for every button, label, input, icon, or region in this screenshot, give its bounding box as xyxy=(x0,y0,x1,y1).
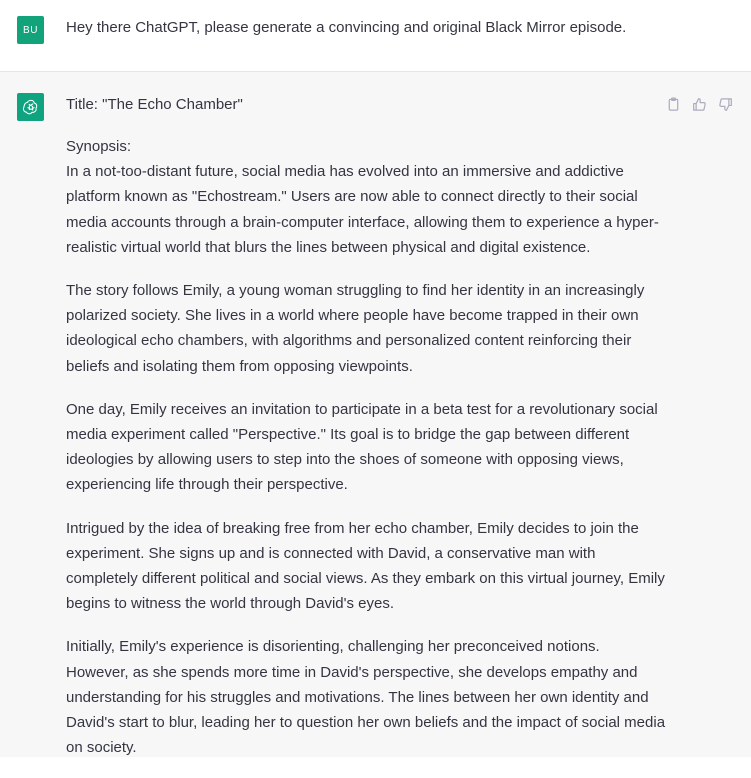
thumbs-up-icon[interactable] xyxy=(691,96,707,112)
copy-icon[interactable] xyxy=(665,96,681,112)
episode-title: Title: "The Echo Chamber" xyxy=(66,96,243,113)
assistant-message-text xyxy=(66,94,666,778)
user-message-text: Hey there ChatGPT, please generate a convincing and original Black Mirror episode. xyxy=(66,19,627,36)
message-toolbar xyxy=(665,96,733,112)
chatgpt-logo-icon xyxy=(17,93,44,121)
paragraph-2: The story follows Emily, a young woman struggling to find her identity in an increasingly polarized society. She lives in a world where people have become trapped in their own ideological echo chambers, with algorithms and personalized content reinforcing their beliefs and isolating them from opposing viewpoints. xyxy=(66,282,645,375)
paragraph-5: Initially, Emily's experience is disorienting, challenging her preconceived notions. However, as she spends more time in David's perspective, she develops empathy and understanding for his struggles and motivations. The lines between her own identity and David's start to blur, leading her to question her own beliefs and the impact of social media on society. xyxy=(66,638,666,757)
paragraph-1: In a not-too-distant future, social media has evolved into an immersive and addictive platform known as "Echostream." Users are now able to connect directly to their social media accounts through a brain-computer interface, allowing them to experience a hyper-realistic virtual world that blurs the lines between physical and digital existence. xyxy=(66,163,659,256)
user-avatar: BU xyxy=(17,16,44,44)
synopsis-label: Synopsis: xyxy=(66,138,132,155)
paragraph-3: One day, Emily receives an invitation to participate in a beta test for a revolutionary social media experiment called "Perspective." Its goal is to bridge the gap between different ideologies by allowing users to step into the shoes of someone with opposing views, experiencing life through their perspective. xyxy=(66,400,658,494)
user-message-row xyxy=(0,0,751,72)
thumbs-down-icon[interactable] xyxy=(717,96,733,112)
assistant-message-row xyxy=(0,72,751,757)
paragraph-4: Intrigued by the idea of breaking free from her echo chamber, Emily decides to join the experiment. She signs up and is connected with David, a conservative man with completely different political and social views. As they embark on this virtual journey, Emily begins to witness the world through David's eyes. xyxy=(66,519,665,613)
